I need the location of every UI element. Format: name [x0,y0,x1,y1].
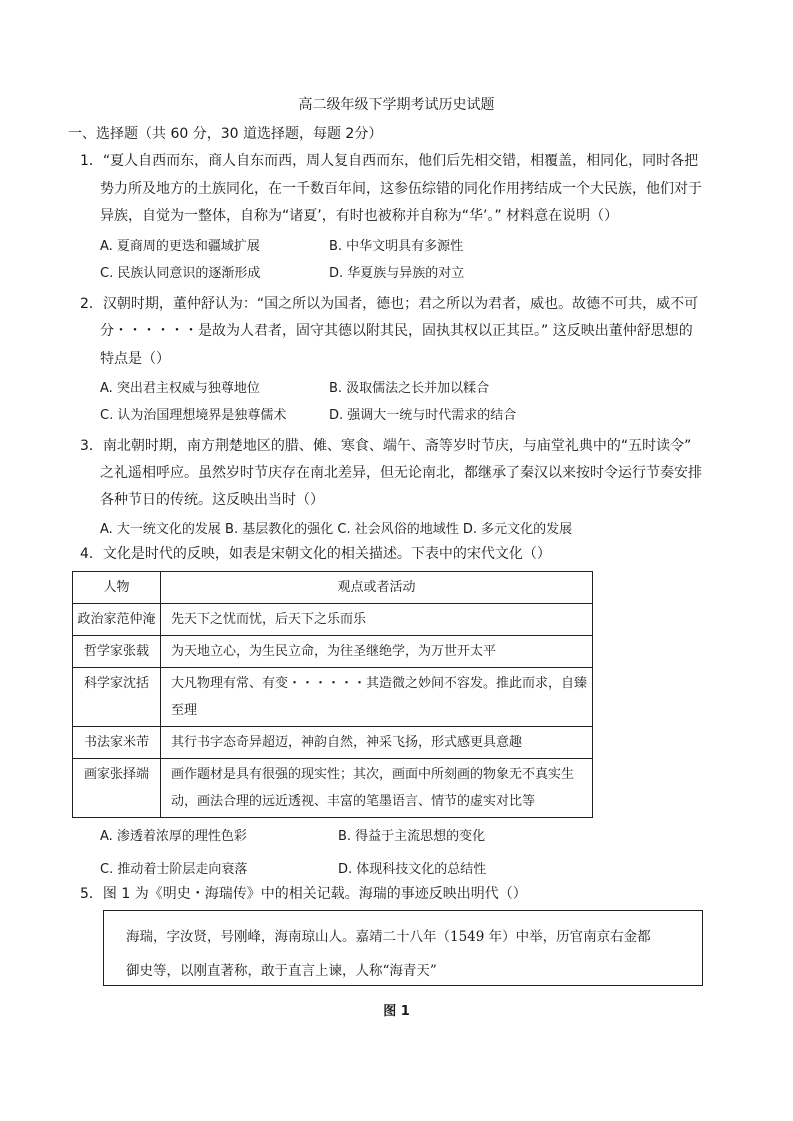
table-header-row [73,572,593,604]
q3-line-3: 各种节日的传统。这反映出当时（） [100,492,324,508]
q1-line-1: 1．“夏人自西而东，商人自东而西，周人复自西而东，他们后先相交错，相覆盖，相同化，同时各把 [80,153,699,169]
table-row [73,636,593,668]
q3-line-1: 3．南北朝时期，南方荆楚地区的腊、傩、寒食、端午、斋等岁时节庆，与庙堂礼典中的“五时读令” [80,438,692,454]
row-person: 哲学家张载 [73,636,161,668]
row-activity: 大凡物理有常、有变・・・・・・其造微之妙间不容发。推此而求，自臻至理 [161,668,593,727]
q1-option-c: C. 民族认同意识的逐渐形成 [100,266,261,281]
q4-option-b: B. 得益于主流思想的变化 [338,829,486,844]
q5-stem: 5．图 1 为《明史・海瑞传》中的相关记载。海瑞的事迹反映出明代（） [80,886,527,902]
header-activity: 观点或者活动 [161,572,593,604]
song-culture-table [72,571,593,818]
row-activity: 先天下之忧而忧，后天下之乐而乐 [161,604,593,636]
q3-line-2: 之礼遥相呼应。虽然岁时节庆存在南北差异，但无论南北，都继承了秦汉以来按时令运行节奏安排 [100,465,702,481]
exam-title: 高二级年级下学期考试历史试题 [298,97,495,113]
q4-option-c: C. 推动着士阶层走向衰落 [100,862,248,877]
historical-quote-box [103,910,703,986]
q2-option-a: A. 突出君主权威与独尊地位 [100,381,260,396]
q2-line-1: 2．汉朝时期，董仲舒认为：“国之所以为国者，德也；君之所以为君者，威也。故德不可共，威不可 [80,296,699,312]
q1-option-a: A. 夏商周的更迭和疆域扩展 [100,239,260,254]
q2-option-c: C. 认为治国理想境界是独尊儒术 [100,408,287,423]
q4-option-d: D. 体现科技文化的总结性 [338,862,487,877]
header-person: 人物 [73,572,161,604]
row-person: 书法家米芾 [73,727,161,759]
section-heading: 一、选择题（共 60 分，30 道选择题，每题 2分） [68,126,383,142]
q4-stem: 4．文化是时代的反映，如表是宋朝文化的相关描述。下表中的宋代文化（） [80,546,551,562]
q2-option-d: D. 强调大一统与时代需求的结合 [329,408,517,423]
q3-options: A. 大一统文化的发展 B. 基层教化的强化 C. 社会风俗的地域性 D. 多元文化的发展 [100,522,573,537]
quote-line-2: 御史等，以刚直著称，敢于直言上谏，人称“海青天” [126,963,437,979]
row-person: 科学家沈括 [73,668,161,727]
table-row [73,727,593,759]
row-activity: 为天地立心，为生民立命，为往圣继绝学，为万世开太平 [161,636,593,668]
table-row [73,668,593,727]
q2-line-2: 分・・・・・・是故为人君者，固守其德以附其民，固执其权以正其臣。” 这反映出董仲舒思想的 [100,323,693,339]
row-activity: 画作题材是具有很强的现实性；其次，画面中所刻画的物象无不真实生动，画法合理的远近透视、丰富的笔墨语言、情节的虚实对比等 [161,759,593,818]
row-activity: 其行书字态奇异超迈，神韵自然，神采飞扬，形式感更具意趣 [161,727,593,759]
row-person: 画家张择端 [73,759,161,818]
figure-caption: 图 1 [383,1004,410,1019]
q1-option-d: D. 华夏族与异族的对立 [329,266,465,281]
table-row [73,759,593,818]
q1-line-2: 势力所及地方的土族同化，在一千数百年间，这参伍综错的同化作用拷结成一个大民族，他们对于 [100,181,702,197]
q2-option-b: B. 汲取儒法之长并加以糅合 [329,381,490,396]
q1-option-b: B. 中华文明具有多源性 [329,239,464,254]
q2-line-3: 特点是（） [100,351,170,367]
row-person: 政治家范仲淹 [73,604,161,636]
q4-option-a: A. 渗透着浓厚的理性色彩 [100,829,247,844]
q1-line-3: 异族，自觉为一整体，自称为“诸夏’，有时也被称并自称为“华’。” 材料意在说明（） [100,208,619,224]
quote-line-1: 海瑞，字汝贤，号刚峰，海南琼山人。嘉靖二十八年（1549 年）中举，历官南京右金都 [126,929,651,945]
table-row [73,604,593,636]
